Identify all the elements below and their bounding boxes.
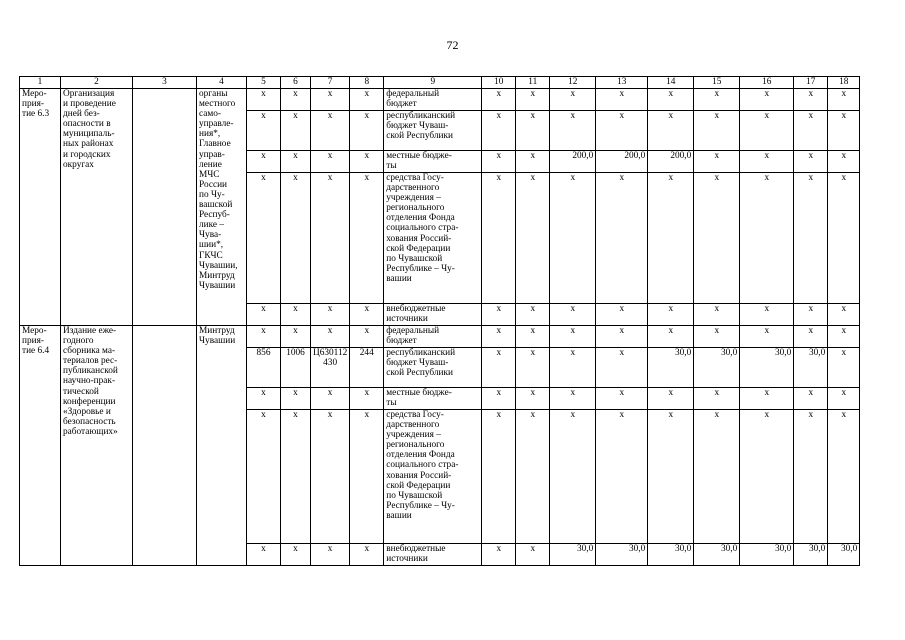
funding-source: местные бюдже- ты (384, 388, 482, 410)
funding-value: х (516, 410, 550, 544)
budget-code-cell: х (281, 111, 311, 151)
budget-code-cell: х (281, 151, 311, 173)
column-number: 1 (20, 77, 61, 89)
funding-value: х (596, 304, 648, 326)
funding-value: х (516, 89, 550, 111)
funding-value: х (740, 111, 794, 151)
funding-value: х (648, 326, 694, 348)
funding-value: 30,0 (740, 544, 794, 566)
funding-value: 30,0 (694, 348, 740, 388)
funding-value: х (516, 111, 550, 151)
funding-value: х (694, 111, 740, 151)
budget-code-cell: х (350, 89, 384, 111)
event-participants: Минтруд Чувашии (197, 326, 247, 566)
funding-value: х (482, 348, 516, 388)
funding-value: х (482, 388, 516, 410)
funding-value: х (794, 304, 828, 326)
funding-source: республиканский бюджет Чуваш- ской Республики (384, 111, 482, 151)
funding-value: х (794, 111, 828, 151)
funding-value: х (828, 388, 860, 410)
funding-value: х (516, 544, 550, 566)
column-number: 17 (794, 77, 828, 89)
budget-code-cell: х (311, 304, 350, 326)
funding-value: х (596, 326, 648, 348)
budget-code-cell: х (281, 326, 311, 348)
funding-value: х (550, 388, 596, 410)
empty-cell (133, 326, 197, 566)
event-participants: органы местного само- управле- ния*, Главное управ- ление МЧС России по Чу- вашской Респуб- лике – Чува- шии*, ГКЧС Чувашии, Минтруд Чувашии (197, 89, 247, 326)
funding-value: х (828, 348, 860, 388)
funding-value: х (694, 89, 740, 111)
funding-value: х (828, 173, 860, 304)
budget-code-cell: х (281, 410, 311, 544)
funding-value: х (516, 151, 550, 173)
event-name: Издание еже- годного сборника ма- териалов рес- публиканской научно-прак- тической конференции «Здоровье и безопасность работающих» (61, 326, 133, 566)
budget-code-cell: Ц630112 430 (311, 348, 350, 388)
funding-value: 30,0 (828, 544, 860, 566)
funding-value: х (694, 151, 740, 173)
budget-code-cell: х (247, 111, 281, 151)
funding-source: внебюджетные источники (384, 304, 482, 326)
budget-code-cell: х (281, 388, 311, 410)
funding-value: х (596, 111, 648, 151)
funding-value: 30,0 (648, 348, 694, 388)
funding-value: 30,0 (648, 544, 694, 566)
funding-value: х (694, 173, 740, 304)
funding-value: х (516, 326, 550, 348)
funding-value: х (740, 89, 794, 111)
funding-value: х (740, 410, 794, 544)
funding-value: х (828, 326, 860, 348)
funding-value: х (694, 326, 740, 348)
funding-value: х (828, 111, 860, 151)
funding-value: х (516, 388, 550, 410)
funding-value: х (482, 326, 516, 348)
funding-value: х (482, 151, 516, 173)
column-number: 10 (482, 77, 516, 89)
funding-value: х (550, 348, 596, 388)
funding-value: х (482, 410, 516, 544)
column-number: 11 (516, 77, 550, 89)
funding-value: х (740, 388, 794, 410)
column-number: 7 (311, 77, 350, 89)
funding-value: х (828, 89, 860, 111)
funding-value: х (648, 304, 694, 326)
column-number: 15 (694, 77, 740, 89)
column-number: 13 (596, 77, 648, 89)
funding-value: х (482, 173, 516, 304)
funding-value: х (596, 173, 648, 304)
table-row (20, 89, 860, 111)
funding-source: средства Госу- дарственного учреждения – регионального отделения Фонда социального стра- хования Россий- ской Федерации по Чувашской Республике – Чу- вашии (384, 410, 482, 544)
funding-value: 200,0 (648, 151, 694, 173)
budget-code-cell: х (281, 89, 311, 111)
column-number: 12 (550, 77, 596, 89)
funding-value: х (794, 326, 828, 348)
funding-value: х (740, 326, 794, 348)
funding-source: республиканский бюджет Чуваш- ской Республики (384, 348, 482, 388)
funding-value: х (828, 151, 860, 173)
funding-value: 30,0 (794, 544, 828, 566)
event-code: Меро- прия- тие 6.4 (20, 326, 61, 566)
funding-source: местные бюдже- ты (384, 151, 482, 173)
event-name: Организация и проведение дней без- опасности в муниципаль- ных районах и городских округах (61, 89, 133, 326)
funding-source: федеральный бюджет (384, 89, 482, 111)
funding-value: х (596, 388, 648, 410)
budget-code-cell: х (350, 304, 384, 326)
funding-value: 30,0 (794, 348, 828, 388)
budget-code-cell: х (281, 544, 311, 566)
column-number: 8 (350, 77, 384, 89)
budget-code-cell: х (311, 151, 350, 173)
funding-source: внебюджетные источники (384, 544, 482, 566)
funding-value: х (694, 304, 740, 326)
funding-value: х (482, 111, 516, 151)
funding-value: 30,0 (740, 348, 794, 388)
table-header-row (20, 77, 860, 89)
budget-code-cell: х (247, 388, 281, 410)
funding-value: х (516, 348, 550, 388)
funding-value: х (516, 304, 550, 326)
table-row (20, 326, 860, 348)
funding-value: х (740, 151, 794, 173)
budget-code-cell: х (247, 89, 281, 111)
funding-value: х (794, 151, 828, 173)
funding-value: х (828, 304, 860, 326)
budget-code-cell: х (247, 304, 281, 326)
funding-value: х (740, 173, 794, 304)
budget-code-cell: х (350, 173, 384, 304)
budget-code-cell: х (350, 544, 384, 566)
funding-value: х (694, 388, 740, 410)
budget-code-cell: х (311, 111, 350, 151)
funding-value: х (794, 89, 828, 111)
budget-code-cell: х (247, 173, 281, 304)
funding-value: 200,0 (550, 151, 596, 173)
budget-code-cell: х (247, 151, 281, 173)
column-number: 3 (133, 77, 197, 89)
budget-code-cell: х (350, 388, 384, 410)
budget-code-cell: 1006 (281, 348, 311, 388)
funding-value: х (648, 388, 694, 410)
column-number: 4 (197, 77, 247, 89)
budget-code-cell: 856 (247, 348, 281, 388)
funding-value: х (694, 410, 740, 544)
budget-code-cell: х (311, 410, 350, 544)
funding-value: х (550, 89, 596, 111)
funding-value: х (482, 89, 516, 111)
funding-value: х (596, 410, 648, 544)
budget-code-cell: х (350, 111, 384, 151)
page-number: 72 (446, 38, 459, 52)
funding-value: х (550, 326, 596, 348)
event-code: Меро- прия- тие 6.3 (20, 89, 61, 326)
column-number: 2 (61, 77, 133, 89)
funding-value: х (648, 89, 694, 111)
funding-value: х (550, 410, 596, 544)
funding-value: х (740, 304, 794, 326)
funding-value: х (648, 111, 694, 151)
funding-value: х (550, 304, 596, 326)
column-number: 9 (384, 77, 482, 89)
budget-code-cell: х (281, 173, 311, 304)
budget-code-cell: х (350, 151, 384, 173)
empty-cell (133, 89, 197, 326)
funding-value: х (482, 304, 516, 326)
budget-code-cell: 244 (350, 348, 384, 388)
funding-value: х (596, 89, 648, 111)
funding-value: х (550, 173, 596, 304)
budget-code-cell: х (350, 410, 384, 544)
column-number: 5 (247, 77, 281, 89)
funding-value: х (550, 111, 596, 151)
funding-value: 30,0 (596, 544, 648, 566)
budget-code-cell: х (311, 89, 350, 111)
funding-value: х (794, 410, 828, 544)
funding-value: х (828, 410, 860, 544)
budget-code-cell: х (311, 388, 350, 410)
column-number: 18 (828, 77, 860, 89)
funding-value: х (794, 173, 828, 304)
column-number: 6 (281, 77, 311, 89)
budget-code-cell: х (247, 410, 281, 544)
funding-value: х (648, 410, 694, 544)
funding-source: федеральный бюджет (384, 326, 482, 348)
budget-code-cell: х (311, 326, 350, 348)
funding-value: х (516, 173, 550, 304)
budget-code-cell: х (247, 326, 281, 348)
funding-value: х (596, 348, 648, 388)
budget-code-cell: х (247, 544, 281, 566)
funding-value: х (482, 544, 516, 566)
funding-value: 200,0 (596, 151, 648, 173)
budget-code-cell: х (281, 304, 311, 326)
budget-table (19, 76, 860, 566)
funding-value: 30,0 (550, 544, 596, 566)
funding-value: х (794, 388, 828, 410)
budget-code-cell: х (311, 173, 350, 304)
funding-value: х (648, 173, 694, 304)
funding-source: средства Госу- дарственного учреждения – регионального отделения Фонда социального стра- хования Россий- ской Федерации по Чувашской Республике – Чу- вашии (384, 173, 482, 304)
funding-value: 30,0 (694, 544, 740, 566)
column-number: 16 (740, 77, 794, 89)
column-number: 14 (648, 77, 694, 89)
budget-code-cell: х (350, 326, 384, 348)
budget-code-cell: х (311, 544, 350, 566)
